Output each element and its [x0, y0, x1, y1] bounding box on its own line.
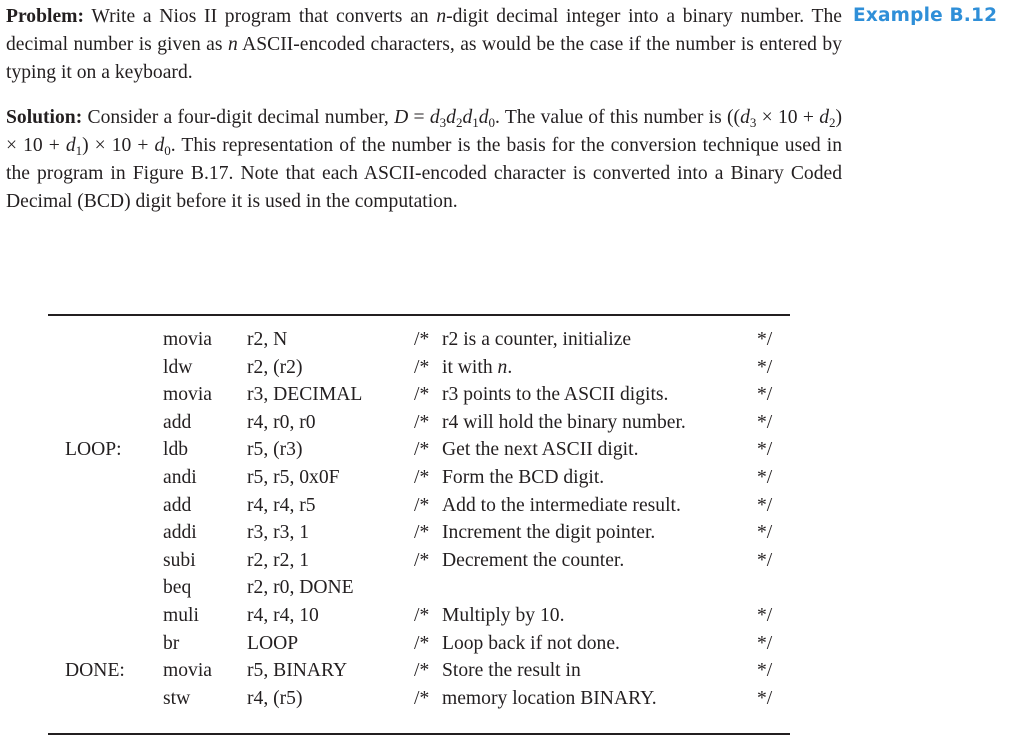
- code-line: [0, 519, 1024, 547]
- code-line: [0, 630, 1024, 658]
- comment-close: */: [757, 632, 773, 654]
- code-operands: r5, (r3): [247, 439, 303, 461]
- problem-text-3: ASCII-encoded characters, as would be the case if the number is entered by typing it on a keyboard.: [6, 34, 842, 83]
- comment-open: /*: [414, 356, 430, 378]
- code-comment: Add to the intermediate result.: [442, 494, 681, 516]
- code-line: [0, 409, 1024, 437]
- code-opcode: stw: [163, 687, 191, 709]
- solution-text-1: Consider a four-digit decimal number,: [82, 107, 395, 128]
- comment-close: */: [757, 549, 773, 571]
- code-line: [0, 574, 1024, 602]
- code-comment: Form the BCD digit.: [442, 467, 605, 488]
- code-opcode: movia: [163, 384, 212, 406]
- code-operands: r3, r3, 1: [247, 522, 310, 544]
- code-comment: r2 is a counter, initialize: [442, 329, 632, 350]
- code-operands: r5, BINARY: [247, 660, 348, 682]
- table-top-rule: [48, 314, 790, 316]
- code-opcode: muli: [163, 605, 199, 626]
- comment-close: */: [757, 605, 773, 626]
- code-operands: r2, r0, DONE: [247, 577, 354, 599]
- code-label: LOOP:: [65, 439, 122, 461]
- comment-close: */: [757, 660, 773, 682]
- comment-open: /*: [414, 384, 430, 406]
- code-line: [0, 685, 1024, 713]
- comment-close: */: [757, 522, 773, 544]
- code-opcode: beq: [163, 577, 192, 599]
- code-comment: Loop back if not done.: [442, 632, 620, 654]
- comment-close: */: [757, 439, 773, 461]
- code-comment: Multiply by 10.: [442, 605, 565, 626]
- table-bottom-rule: [48, 733, 790, 735]
- code-comment: memory location BINARY.: [442, 687, 657, 709]
- code-opcode: movia: [163, 660, 212, 682]
- solution-formula-expansion: $((d_3 \times 10 + d_2) \times 10 + d_1) \times 10 + d_0$: [6, 107, 843, 158]
- code-operands: r5, r5, 0x0F: [247, 467, 340, 488]
- code-opcode: add: [163, 494, 192, 516]
- code-comment: r4 will hold the binary number.: [442, 411, 686, 433]
- comment-close: */: [757, 384, 773, 406]
- code-opcode: ldb: [163, 439, 189, 461]
- code-line: [0, 492, 1024, 520]
- code-operands: LOOP: [247, 632, 299, 654]
- code-line: [0, 464, 1024, 492]
- code-opcode: br: [163, 632, 180, 654]
- code-label: DONE:: [65, 660, 125, 682]
- code-opcode: movia: [163, 329, 212, 350]
- comment-open: /*: [414, 605, 430, 626]
- code-line: [0, 381, 1024, 409]
- solution-paragraph: [6, 104, 842, 216]
- code-comment: Increment the digit pointer.: [442, 522, 656, 544]
- code-operands: r4, r4, 10: [247, 605, 319, 626]
- comment-close: */: [757, 356, 773, 378]
- code-opcode: ldw: [163, 356, 193, 378]
- code-operands: r4, r4, r5: [247, 494, 316, 516]
- comment-close: */: [757, 687, 773, 709]
- code-comment: it with n.: [442, 356, 513, 378]
- code-comment: r3 points to the ASCII digits.: [442, 384, 669, 406]
- problem-heading: Problem:: [6, 6, 84, 27]
- problem-text-2: -digit decimal integer into a binary number. The decimal number is given as: [6, 6, 842, 55]
- code-operands: r4, r0, r0: [247, 411, 316, 433]
- code-line: [0, 547, 1024, 575]
- solution-formula-digits: $D = d_3d_2d_1d_0$: [394, 107, 496, 130]
- code-comment: Store the result in: [442, 660, 581, 682]
- code-line: [0, 602, 1024, 630]
- problem-n-1: n: [436, 6, 447, 27]
- comment-open: /*: [414, 660, 430, 682]
- code-opcode: add: [163, 411, 192, 433]
- code-line: [0, 354, 1024, 382]
- code-operands: r2, N: [247, 329, 288, 350]
- solution-heading: Solution:: [6, 107, 83, 128]
- comment-open: /*: [414, 411, 430, 433]
- code-opcode: andi: [163, 467, 197, 488]
- comment-close: */: [757, 411, 773, 433]
- comment-open: /*: [414, 494, 430, 516]
- code-line: [0, 326, 1024, 354]
- comment-close: */: [757, 494, 773, 516]
- problem-n-2: n: [227, 34, 238, 55]
- problem-paragraph: [6, 3, 842, 87]
- code-line: [0, 657, 1024, 685]
- code-comment: Decrement the counter.: [442, 549, 625, 571]
- comment-open: /*: [414, 522, 430, 544]
- comment-close: */: [757, 329, 773, 350]
- problem-text-1: Write a Nios II program that converts an: [84, 6, 437, 27]
- comment-open: /*: [414, 549, 430, 571]
- code-line: [0, 436, 1024, 464]
- comment-open: /*: [414, 467, 430, 488]
- code-opcode: addi: [163, 522, 197, 544]
- comment-open: /*: [414, 439, 430, 461]
- solution-text-2: . The value of this number is: [495, 107, 727, 128]
- code-operands: r2, (r2): [247, 356, 303, 378]
- comment-open: /*: [414, 632, 430, 654]
- code-comment: Get the next ASCII digit.: [442, 439, 639, 461]
- code-operands: r4, (r5): [247, 687, 303, 709]
- code-operands: r2, r2, 1: [247, 549, 310, 571]
- comment-open: /*: [414, 329, 430, 350]
- code-operands: r3, DECIMAL: [247, 384, 363, 406]
- solution-text-3: . This representation of the number is the basis for the conversion technique used in the program in Figure B.17. Note that each ASCII-encoded character is converted into a Binary Coded Decimal (BCD) digit before it is used in the computation.: [6, 135, 842, 212]
- comment-open: /*: [414, 687, 430, 709]
- comment-close: */: [757, 467, 773, 488]
- example-label: Example B.12: [853, 5, 998, 26]
- code-opcode: subi: [163, 549, 196, 571]
